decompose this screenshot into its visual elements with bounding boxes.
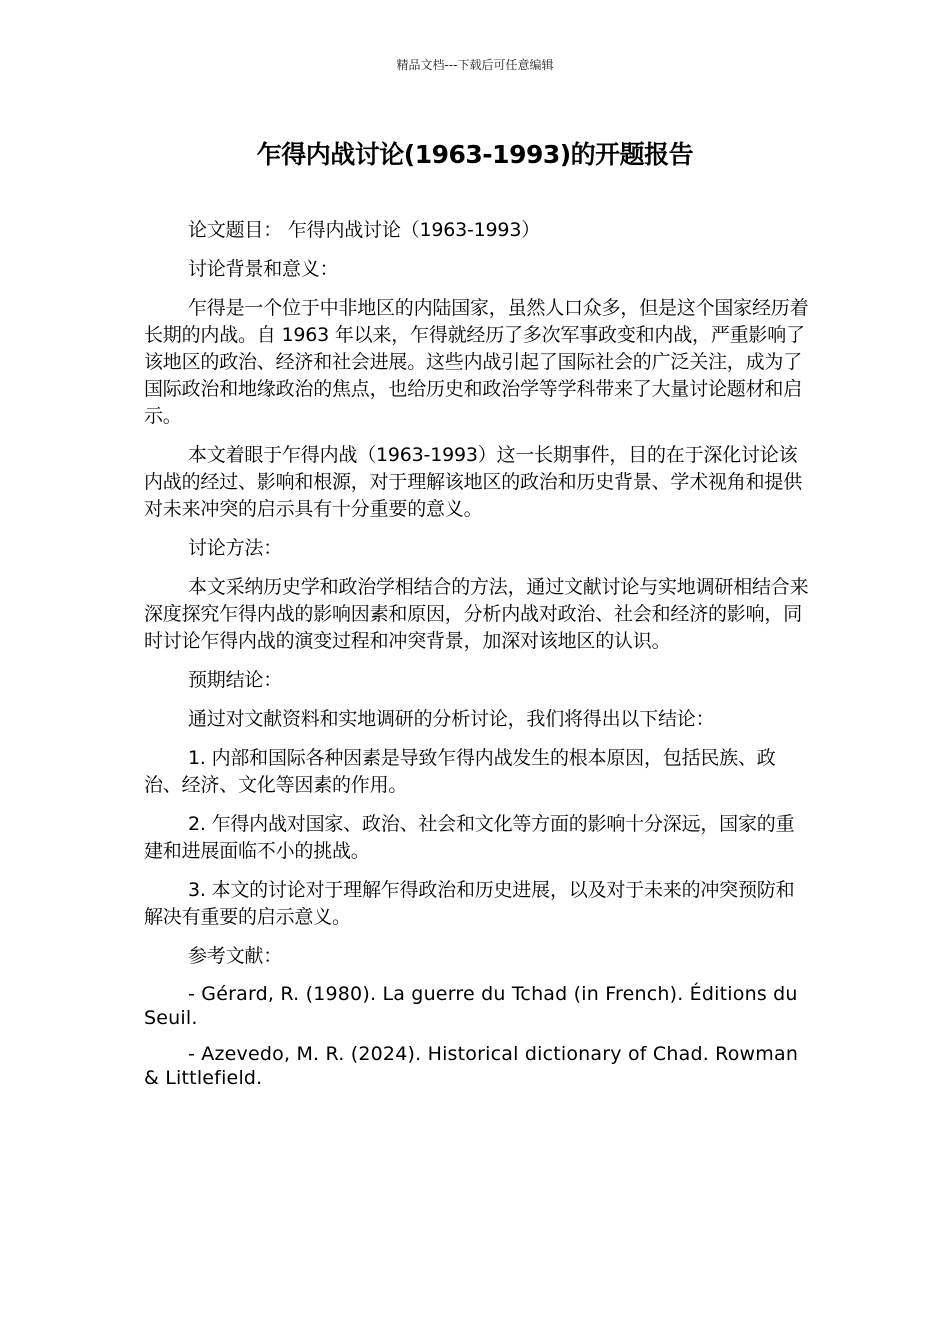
significance-paragraph: 本文着眼于乍得内战（1963-1993）这一长期事件，目的在于深化讨论该内战的经过、影响和根源，对于理解该地区的政治和历史背景、学术视角和提供对未来冲突的启示具有十分重要的意义。	[144, 444, 803, 520]
header-note: 精品文档---下载后可任意编辑	[396, 58, 554, 72]
document-title: 乍得内战讨论(1963-1993)的开题报告	[256, 140, 694, 169]
reference-entry: - Azevedo, M. R. (2024). Historical dictionary of Chad. Rowman & Littlefield.	[144, 1043, 799, 1089]
section-heading-background: 讨论背景和意义：	[188, 258, 339, 280]
conclusion-item: 2. 乍得内战对国家、政治、社会和文化等方面的影响十分深远，国家的重建和进展面临不小的挑战。	[144, 813, 795, 862]
document-body	[144, 217, 812, 1102]
background-paragraph: 乍得是一个位于中非地区的内陆国家，虽然人口众多，但是这个国家经历着长期的内战。自 1963 年以来，乍得就经历了多次军事政变和内战，严重影响了该地区的政治、经济和社会进展。这些内战引起了国际社会的广泛关注，成为了国际政治和地缘政治的焦点，也给历史和政治学等学科带来了大量讨论题材和启示。	[144, 297, 809, 427]
conclusion-item: 3. 本文的讨论对于理解乍得政治和历史进展，以及对于未来的冲突预防和解决有重要的启示意义。	[144, 879, 795, 928]
conclusions-intro: 通过对文献资料和实地调研的分析讨论，我们将得出以下结论：	[188, 708, 715, 730]
conclusion-item: 1. 内部和国际各种因素是导致乍得内战发生的根本原因，包括民族、政治、经济、文化等因素的作用。	[144, 747, 776, 796]
section-heading-methods: 讨论方法：	[188, 537, 283, 559]
section-heading-references: 参考文献：	[188, 945, 283, 967]
section-heading-conclusions: 预期结论：	[188, 669, 283, 691]
thesis-topic-line: 论文题目： 乍得内战讨论（1963-1993）	[188, 219, 541, 241]
methods-paragraph: 本文采纳历史学和政治学相结合的方法，通过文献讨论与实地调研相结合来深度探究乍得内战的影响因素和原因，分析内战对政治、社会和经济的影响，同时讨论乍得内战的演变过程和冲突背景，加深对该地区的认识。	[144, 576, 809, 652]
reference-entry: - Gérard, R. (1980). La guerre du Tchad (in French). Éditions du Seuil.	[144, 983, 798, 1029]
